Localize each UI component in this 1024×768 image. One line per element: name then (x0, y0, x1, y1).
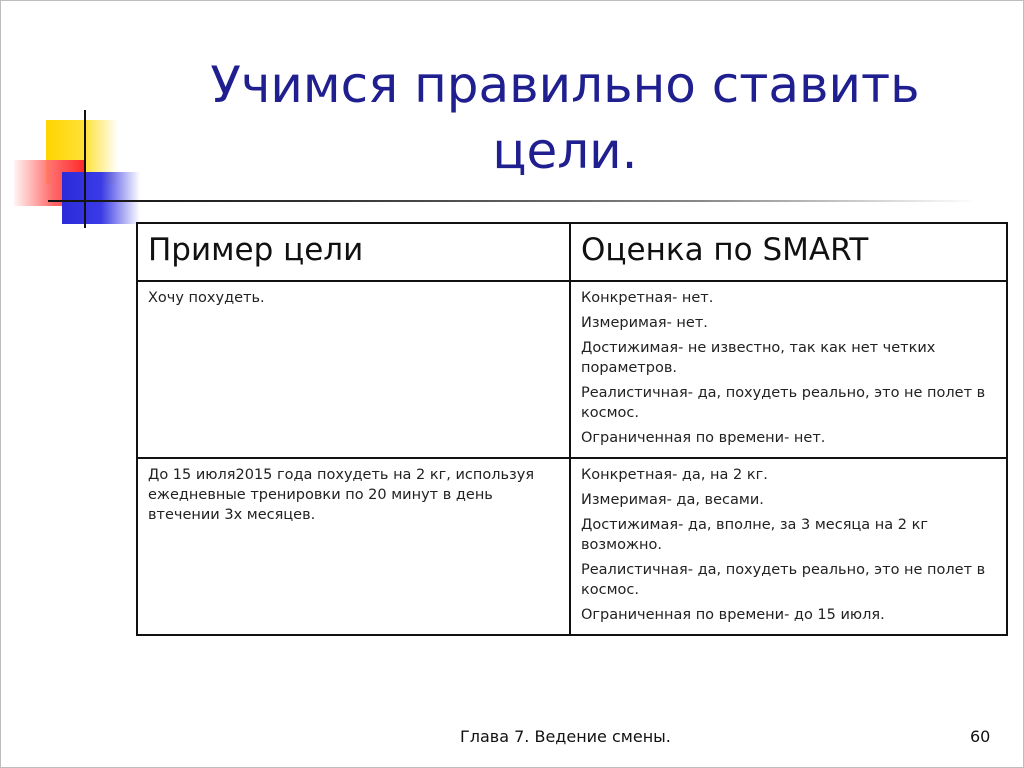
column-header-smart-evaluation: Оценка по SMART (570, 223, 1007, 281)
footer-chapter-title: Глава 7. Ведение смены. (460, 727, 671, 746)
criterion-specific: Конкретная- да, на 2 кг. (581, 467, 768, 483)
criterion-achievable: Достижимая- да, вполне, за 3 месяца на 2 кг возможно. (581, 517, 928, 553)
criterion-specific: Конкретная- нет. (581, 290, 714, 306)
criterion-realistic: Реалистичная- да, похудеть реально, это не полет в космос. (581, 385, 986, 421)
criterion-measurable: Измеримая- да, весами. (581, 492, 764, 508)
goal-cell: Хочу похудеть. (137, 281, 570, 458)
slide-title-line-1: Учимся правильно ставить (210, 56, 920, 114)
table-row (137, 281, 1007, 458)
criterion-measurable: Измеримая- нет. (581, 315, 708, 331)
slide-title (150, 52, 980, 184)
table-row (137, 458, 1007, 635)
criterion-time-bound: Ограниченная по времени- до 15 июля. (581, 607, 885, 623)
criterion-achievable: Достижимая- не известно, так как нет четких пораметров. (581, 340, 936, 376)
table-header-row (137, 223, 1007, 281)
evaluation-cell (570, 458, 1007, 635)
goal-cell: До 15 июля2015 года похудеть на 2 кг, используя ежедневные тренировки по 20 минут в день втечении 3х месяцев. (137, 458, 570, 635)
criterion-time-bound: Ограниченная по времени- нет. (581, 430, 826, 446)
smart-goals-table (136, 222, 1008, 636)
criterion-realistic: Реалистичная- да, похудеть реально, это не полет в космос. (581, 562, 986, 598)
evaluation-cell (570, 281, 1007, 458)
column-header-goal-example: Пример цели (137, 223, 570, 281)
slide-title-line-2: цели. (492, 122, 638, 180)
page-number: 60 (970, 727, 991, 746)
